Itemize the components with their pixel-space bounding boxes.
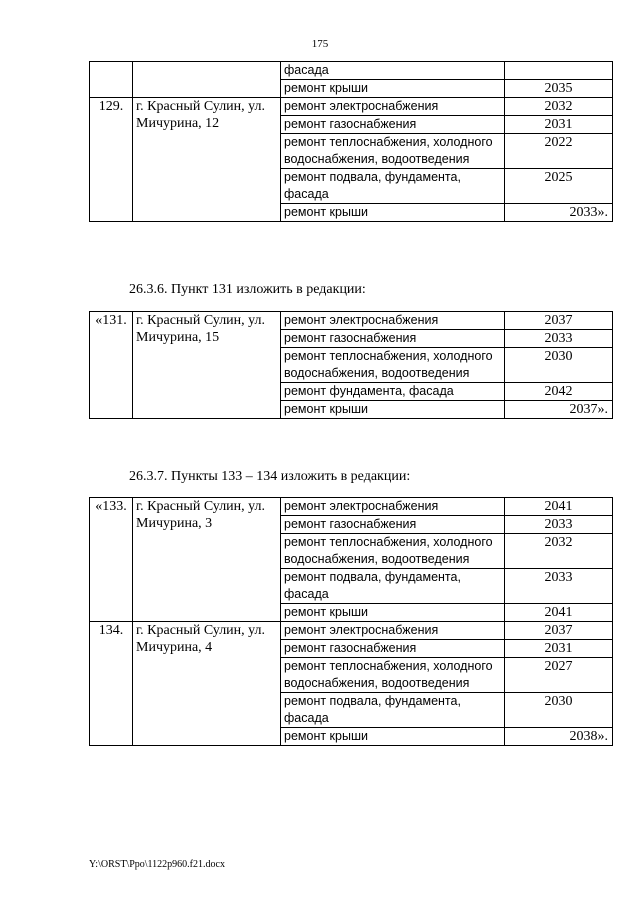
item-address: г. Красный Сулин, ул. Мичурина, 15 — [133, 312, 281, 419]
table-row — [90, 498, 613, 516]
work-year: 2037». — [505, 401, 613, 419]
item-number: «131. — [90, 312, 133, 419]
table-row — [90, 312, 613, 330]
work-type: ремонт крыши — [281, 80, 505, 98]
work-year: 2032 — [505, 534, 613, 569]
work-year: 2038». — [505, 728, 613, 746]
work-year: 2041 — [505, 604, 613, 622]
item-number: 129. — [90, 98, 133, 222]
table-row — [90, 622, 613, 640]
work-type: ремонт газоснабжения — [281, 640, 505, 658]
work-year: 2033 — [505, 330, 613, 348]
paragraph-26-3-6: 26.3.6. Пункт 131 изложить в редакции: — [129, 282, 366, 297]
work-year: 2033 — [505, 516, 613, 534]
item-address: г. Красный Сулин, ул. Мичурина, 12 — [133, 98, 281, 222]
work-type: ремонт электроснабжения — [281, 312, 505, 330]
item-number — [90, 62, 133, 98]
work-type: ремонт газоснабжения — [281, 330, 505, 348]
work-type: фасада — [281, 62, 505, 80]
work-year: 2037 — [505, 312, 613, 330]
work-type: ремонт подвала, фундамента, фасада — [281, 693, 505, 728]
item-number: «133. — [90, 498, 133, 622]
table-item-131 — [89, 311, 613, 419]
work-type: ремонт электроснабжения — [281, 498, 505, 516]
work-type: ремонт газоснабжения — [281, 516, 505, 534]
work-year: 2031 — [505, 640, 613, 658]
item-address — [133, 62, 281, 98]
work-type: ремонт фундамента, фасада — [281, 383, 505, 401]
work-type: ремонт газоснабжения — [281, 116, 505, 134]
file-path-footer: Y:\ORST\Ppo\1122p960.f21.docx — [89, 859, 225, 870]
work-year: 2025 — [505, 169, 613, 204]
work-type: ремонт крыши — [281, 728, 505, 746]
work-type: ремонт теплоснабжения, холодного водоснабжения, водоотведения — [281, 658, 505, 693]
item-address: г. Красный Сулин, ул. Мичурина, 3 — [133, 498, 281, 622]
work-year: 2037 — [505, 622, 613, 640]
work-type: ремонт подвала, фундамента, фасада — [281, 169, 505, 204]
work-type: ремонт крыши — [281, 401, 505, 419]
work-year: 2032 — [505, 98, 613, 116]
work-type: ремонт теплоснабжения, холодного водоснабжения, водоотведения — [281, 348, 505, 383]
table-items-133-134 — [89, 497, 613, 746]
work-type: ремонт теплоснабжения, холодного водоснабжения, водоотведения — [281, 134, 505, 169]
work-year: 2033». — [505, 204, 613, 222]
work-year: 2042 — [505, 383, 613, 401]
table-row — [90, 62, 613, 80]
item-number: 134. — [90, 622, 133, 746]
work-type: ремонт электроснабжения — [281, 98, 505, 116]
work-year: 2022 — [505, 134, 613, 169]
work-year: 2030 — [505, 693, 613, 728]
work-type: ремонт крыши — [281, 604, 505, 622]
paragraph-26-3-7: 26.3.7. Пункты 133 – 134 изложить в редакции: — [129, 469, 411, 484]
table-continuation-129 — [89, 61, 613, 222]
item-address: г. Красный Сулин, ул. Мичурина, 4 — [133, 622, 281, 746]
work-year: 2031 — [505, 116, 613, 134]
work-type: ремонт теплоснабжения, холодного водоснабжения, водоотведения — [281, 534, 505, 569]
work-year: 2030 — [505, 348, 613, 383]
work-year: 2027 — [505, 658, 613, 693]
work-year: 2033 — [505, 569, 613, 604]
work-type: ремонт подвала, фундамента, фасада — [281, 569, 505, 604]
work-year: 2035 — [505, 80, 613, 98]
work-type: ремонт электроснабжения — [281, 622, 505, 640]
work-year — [505, 62, 613, 80]
page-number: 175 — [311, 38, 329, 50]
table-row — [90, 98, 613, 116]
work-year: 2041 — [505, 498, 613, 516]
work-type: ремонт крыши — [281, 204, 505, 222]
